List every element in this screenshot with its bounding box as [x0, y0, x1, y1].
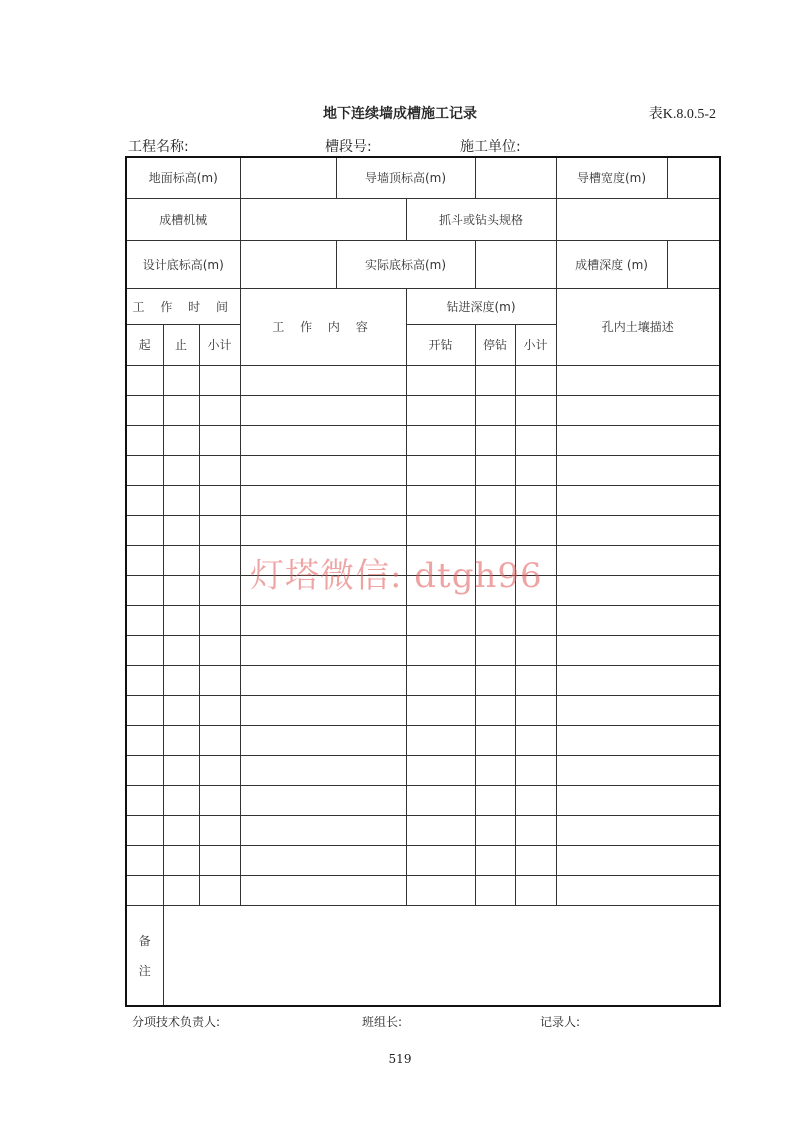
table-cell[interactable] [406, 425, 475, 455]
remarks-char-1: 备 [138, 933, 151, 948]
table-cell[interactable] [199, 786, 240, 816]
table-cell[interactable] [199, 876, 240, 906]
form-code: 表K.8.0.5-2 [648, 107, 716, 122]
table-row [126, 485, 720, 515]
table-cell[interactable] [475, 726, 515, 756]
table-cell[interactable] [199, 575, 240, 605]
table-cell[interactable] [126, 575, 163, 605]
table-cell[interactable] [406, 485, 475, 515]
table-cell[interactable] [240, 515, 406, 545]
table-cell[interactable] [163, 696, 199, 726]
table-cell[interactable] [475, 425, 515, 455]
table-cell[interactable] [240, 636, 406, 666]
table-cell[interactable] [240, 756, 406, 786]
table-cell[interactable] [556, 696, 720, 726]
table-cell[interactable] [240, 726, 406, 756]
table-cell[interactable] [126, 485, 163, 515]
watermark: 灯塔微信: dtgh96 [250, 556, 543, 596]
table-cell[interactable] [515, 485, 556, 515]
table-cell[interactable] [199, 726, 240, 756]
table-cell[interactable] [406, 605, 475, 635]
table-cell[interactable] [199, 636, 240, 666]
table-row [126, 395, 720, 425]
table-cell[interactable] [556, 515, 720, 545]
table-cell[interactable] [475, 666, 515, 696]
design-bottom-elevation-value[interactable] [240, 240, 336, 288]
table-cell[interactable] [515, 666, 556, 696]
table-cell[interactable] [199, 545, 240, 575]
table-cell[interactable] [475, 636, 515, 666]
drill-start-header: 开钻 [406, 324, 475, 365]
table-cell[interactable] [515, 636, 556, 666]
table-cell[interactable] [556, 816, 720, 846]
table-row [126, 636, 720, 666]
table-cell[interactable] [163, 816, 199, 846]
table-cell[interactable] [199, 666, 240, 696]
table-cell[interactable] [199, 395, 240, 425]
table-cell[interactable] [475, 696, 515, 726]
table-cell[interactable] [240, 485, 406, 515]
table-cell[interactable] [126, 455, 163, 485]
table-cell[interactable] [126, 545, 163, 575]
table-cell[interactable] [163, 756, 199, 786]
time-subtotal-header: 小计 [199, 324, 240, 365]
table-cell[interactable] [163, 395, 199, 425]
table-cell[interactable] [126, 395, 163, 425]
guide-wall-top-elevation-label: 导墙顶标高(m) [336, 157, 475, 198]
table-row [126, 425, 720, 455]
table-row [126, 455, 720, 485]
table-cell[interactable] [515, 726, 556, 756]
table-cell[interactable] [199, 485, 240, 515]
table-cell[interactable] [406, 876, 475, 906]
table-cell[interactable] [240, 425, 406, 455]
table-cell[interactable] [199, 425, 240, 455]
table-cell[interactable] [406, 726, 475, 756]
trench-no-label: 槽段号: [325, 139, 372, 155]
table-cell[interactable] [515, 425, 556, 455]
ground-elevation-value[interactable] [240, 157, 336, 198]
remarks-value[interactable] [163, 906, 720, 1006]
table-cell[interactable] [475, 786, 515, 816]
grab-spec-value[interactable] [556, 198, 720, 240]
table-cell[interactable] [406, 666, 475, 696]
page-number: 519 [388, 1052, 412, 1066]
table-row [126, 756, 720, 786]
drill-subtotal-header: 小计 [515, 324, 556, 365]
table-cell[interactable] [126, 425, 163, 455]
info-row-3 [126, 240, 720, 288]
table-cell[interactable] [556, 365, 720, 395]
table-cell[interactable] [556, 876, 720, 906]
table-cell[interactable] [163, 515, 199, 545]
table-cell[interactable] [556, 726, 720, 756]
table-cell[interactable] [475, 365, 515, 395]
table-cell[interactable] [240, 876, 406, 906]
table-cell[interactable] [199, 455, 240, 485]
work-content-header: 工 作 内 容 [240, 288, 406, 365]
table-cell[interactable] [406, 756, 475, 786]
table-cell[interactable] [126, 816, 163, 846]
table-cell[interactable] [240, 816, 406, 846]
table-cell[interactable] [406, 395, 475, 425]
table-cell[interactable] [126, 756, 163, 786]
table-cell[interactable] [556, 545, 720, 575]
table-cell[interactable] [126, 726, 163, 756]
table-cell[interactable] [515, 756, 556, 786]
table-cell[interactable] [556, 756, 720, 786]
info-row-2 [126, 198, 720, 240]
table-row [126, 726, 720, 756]
table-cell[interactable] [199, 605, 240, 635]
table-cell[interactable] [163, 455, 199, 485]
table-cell[interactable] [475, 846, 515, 876]
table-cell[interactable] [163, 876, 199, 906]
table-cell[interactable] [556, 455, 720, 485]
table-cell[interactable] [475, 816, 515, 846]
ground-elevation-label: 地面标高(m) [126, 157, 240, 198]
actual-bottom-elevation-label: 实际底标高(m) [336, 240, 475, 288]
table-cell[interactable] [126, 515, 163, 545]
table-cell[interactable] [126, 636, 163, 666]
start-time-header: 起 [126, 324, 163, 365]
table-row [126, 696, 720, 726]
trenching-machine-label: 成槽机械 [126, 198, 240, 240]
actual-bottom-elevation-value[interactable] [475, 240, 556, 288]
table-cell[interactable] [475, 756, 515, 786]
table-cell[interactable] [475, 395, 515, 425]
table-cell[interactable] [163, 786, 199, 816]
table-cell[interactable] [515, 395, 556, 425]
table-cell[interactable] [126, 666, 163, 696]
table-cell[interactable] [199, 515, 240, 545]
table-cell[interactable] [126, 846, 163, 876]
table-cell[interactable] [515, 515, 556, 545]
table-cell[interactable] [126, 605, 163, 635]
table-cell[interactable] [406, 455, 475, 485]
table-cell[interactable] [475, 876, 515, 906]
table-cell[interactable] [556, 425, 720, 455]
table-cell[interactable] [515, 816, 556, 846]
drilling-depth-header: 钻进深度(m) [406, 288, 556, 324]
table-cell[interactable] [406, 846, 475, 876]
trenching-machine-value[interactable] [240, 198, 406, 240]
table-cell[interactable] [240, 605, 406, 635]
page-title: 地下连续墙成槽施工记录 [323, 106, 477, 122]
table-cell[interactable] [163, 605, 199, 635]
table-cell[interactable] [199, 846, 240, 876]
table-cell[interactable] [240, 365, 406, 395]
table-cell[interactable] [240, 455, 406, 485]
drill-stop-header: 停钻 [475, 324, 515, 365]
table-cell[interactable] [515, 455, 556, 485]
table-cell[interactable] [163, 545, 199, 575]
table-row [126, 605, 720, 635]
grab-spec-label: 抓斗或钻头规格 [406, 198, 556, 240]
table-cell[interactable] [163, 666, 199, 696]
table-cell[interactable] [475, 515, 515, 545]
table-cell[interactable] [240, 696, 406, 726]
table-cell[interactable] [126, 365, 163, 395]
table-cell[interactable] [163, 846, 199, 876]
remarks-row [126, 906, 720, 1006]
table-cell[interactable] [126, 876, 163, 906]
table-cell[interactable] [406, 636, 475, 666]
table-cell[interactable] [406, 816, 475, 846]
table-cell[interactable] [406, 786, 475, 816]
construction-unit-label: 施工单位: [460, 139, 521, 155]
table-row [126, 515, 720, 545]
stop-time-header: 止 [163, 324, 199, 365]
table-cell[interactable] [475, 485, 515, 515]
table-row [126, 365, 720, 395]
table-cell[interactable] [406, 515, 475, 545]
table-row [126, 846, 720, 876]
table-cell[interactable] [240, 786, 406, 816]
tech-lead-label: 分项技术负责人: [132, 1015, 221, 1029]
table-cell[interactable] [126, 696, 163, 726]
work-time-header: 工 作 时 间 [126, 288, 240, 324]
table-cell[interactable] [515, 605, 556, 635]
table-cell[interactable] [515, 846, 556, 876]
table-row [126, 876, 720, 906]
table-cell[interactable] [475, 455, 515, 485]
table-cell[interactable] [556, 395, 720, 425]
table-row [126, 816, 720, 846]
team-lead-label: 班组长: [362, 1015, 403, 1029]
table-cell[interactable] [199, 696, 240, 726]
table-cell[interactable] [556, 846, 720, 876]
table-cell[interactable] [406, 365, 475, 395]
table-cell[interactable] [556, 636, 720, 666]
table-cell[interactable] [556, 605, 720, 635]
table-cell[interactable] [556, 666, 720, 696]
table-cell[interactable] [126, 786, 163, 816]
table-cell[interactable] [515, 696, 556, 726]
table-row [126, 786, 720, 816]
trench-depth-label: 成槽深度 (m) [556, 240, 667, 288]
info-row-1 [126, 157, 720, 198]
table-cell[interactable] [163, 575, 199, 605]
table-cell[interactable] [199, 816, 240, 846]
guide-trench-width-value[interactable] [667, 157, 720, 198]
table-cell[interactable] [240, 846, 406, 876]
project-name-label: 工程名称: [128, 139, 189, 155]
table-cell[interactable] [515, 876, 556, 906]
table-cell[interactable] [556, 485, 720, 515]
table-cell[interactable] [163, 365, 199, 395]
table-cell[interactable] [556, 575, 720, 605]
table-cell[interactable] [515, 786, 556, 816]
table-cell[interactable] [163, 485, 199, 515]
table-cell[interactable] [406, 696, 475, 726]
table-row [126, 666, 720, 696]
table-cell[interactable] [199, 756, 240, 786]
table-cell[interactable] [475, 605, 515, 635]
soil-description-header: 孔内土壤描述 [556, 288, 720, 365]
table-cell[interactable] [163, 425, 199, 455]
table-cell[interactable] [515, 365, 556, 395]
recorder-label: 记录人: [540, 1015, 581, 1029]
guide-trench-width-label: 导槽宽度(m) [556, 157, 667, 198]
table-cell[interactable] [163, 636, 199, 666]
table-cell[interactable] [556, 786, 720, 816]
trench-depth-value[interactable] [667, 240, 720, 288]
table-cell[interactable] [163, 726, 199, 756]
remarks-char-2: 注 [138, 963, 151, 978]
header-row-1 [126, 288, 720, 324]
table-cell[interactable] [240, 395, 406, 425]
guide-wall-top-elevation-value[interactable] [475, 157, 556, 198]
data-rows [126, 365, 720, 906]
table-cell[interactable] [199, 365, 240, 395]
table-cell[interactable] [240, 666, 406, 696]
remarks-label [126, 906, 163, 1006]
design-bottom-elevation-label: 设计底标高(m) [126, 240, 240, 288]
